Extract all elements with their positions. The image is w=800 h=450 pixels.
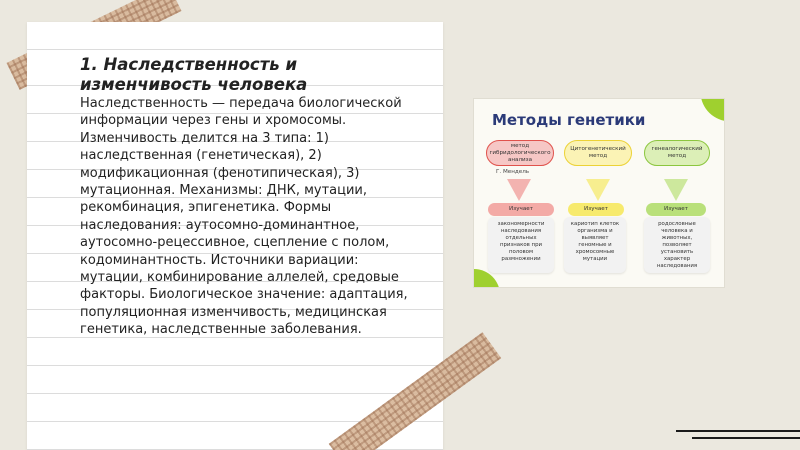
slide-body-text: Наследственность — передача биологической информации через гены и хромосомы. Изменчивость делится на 3 типа: 1) наследственная (генетическая), 2) модификационная (фенотипическая), 3) мутационная. Механизмы: ДНК, мутации, рекомбинация, эпигенетика. Формы наследования: аутосомно-доминантное, аутосомно-рецессивное, сцепление с полом, кодоминантность. Источники вариации: мутации, комбинирование аллелей, средовые факторы. Биологическое значение: адаптация, популяционная изменчивость, медицинская генетика, наследственные заболевания. <box>80 96 408 338</box>
study-label: Изучает <box>488 203 554 216</box>
arrow-down-icon <box>664 179 688 201</box>
study-label: Изучает <box>568 203 624 216</box>
mendel-label: Г. Мендель <box>496 169 530 175</box>
slide-title: 1. Наследственность и изменчивость человека <box>80 55 308 94</box>
decorative-line <box>692 437 800 439</box>
genetics-methods-image <box>473 98 725 288</box>
decorative-line <box>676 430 800 432</box>
method-description: закономерности наследования отдельных признаков при половом размножении <box>488 217 554 273</box>
method-genealogical: генеалогический метод <box>644 140 710 166</box>
image-title: Методы генетики <box>492 111 646 129</box>
leaf-decoration <box>696 98 725 122</box>
study-label: Изучает <box>646 203 706 216</box>
method-cytogenetic: Цитогенетический метод <box>564 140 632 166</box>
method-description: родословные человека и животных, позволяет установить характер наследования <box>644 217 710 273</box>
method-hybridological: метод гибридологического анализа <box>486 140 554 166</box>
arrow-down-icon <box>586 179 610 201</box>
arrow-down-icon <box>507 179 531 201</box>
method-description: кариотип клеток организма и выявляет геномные и хромосомные мутации <box>564 217 626 273</box>
